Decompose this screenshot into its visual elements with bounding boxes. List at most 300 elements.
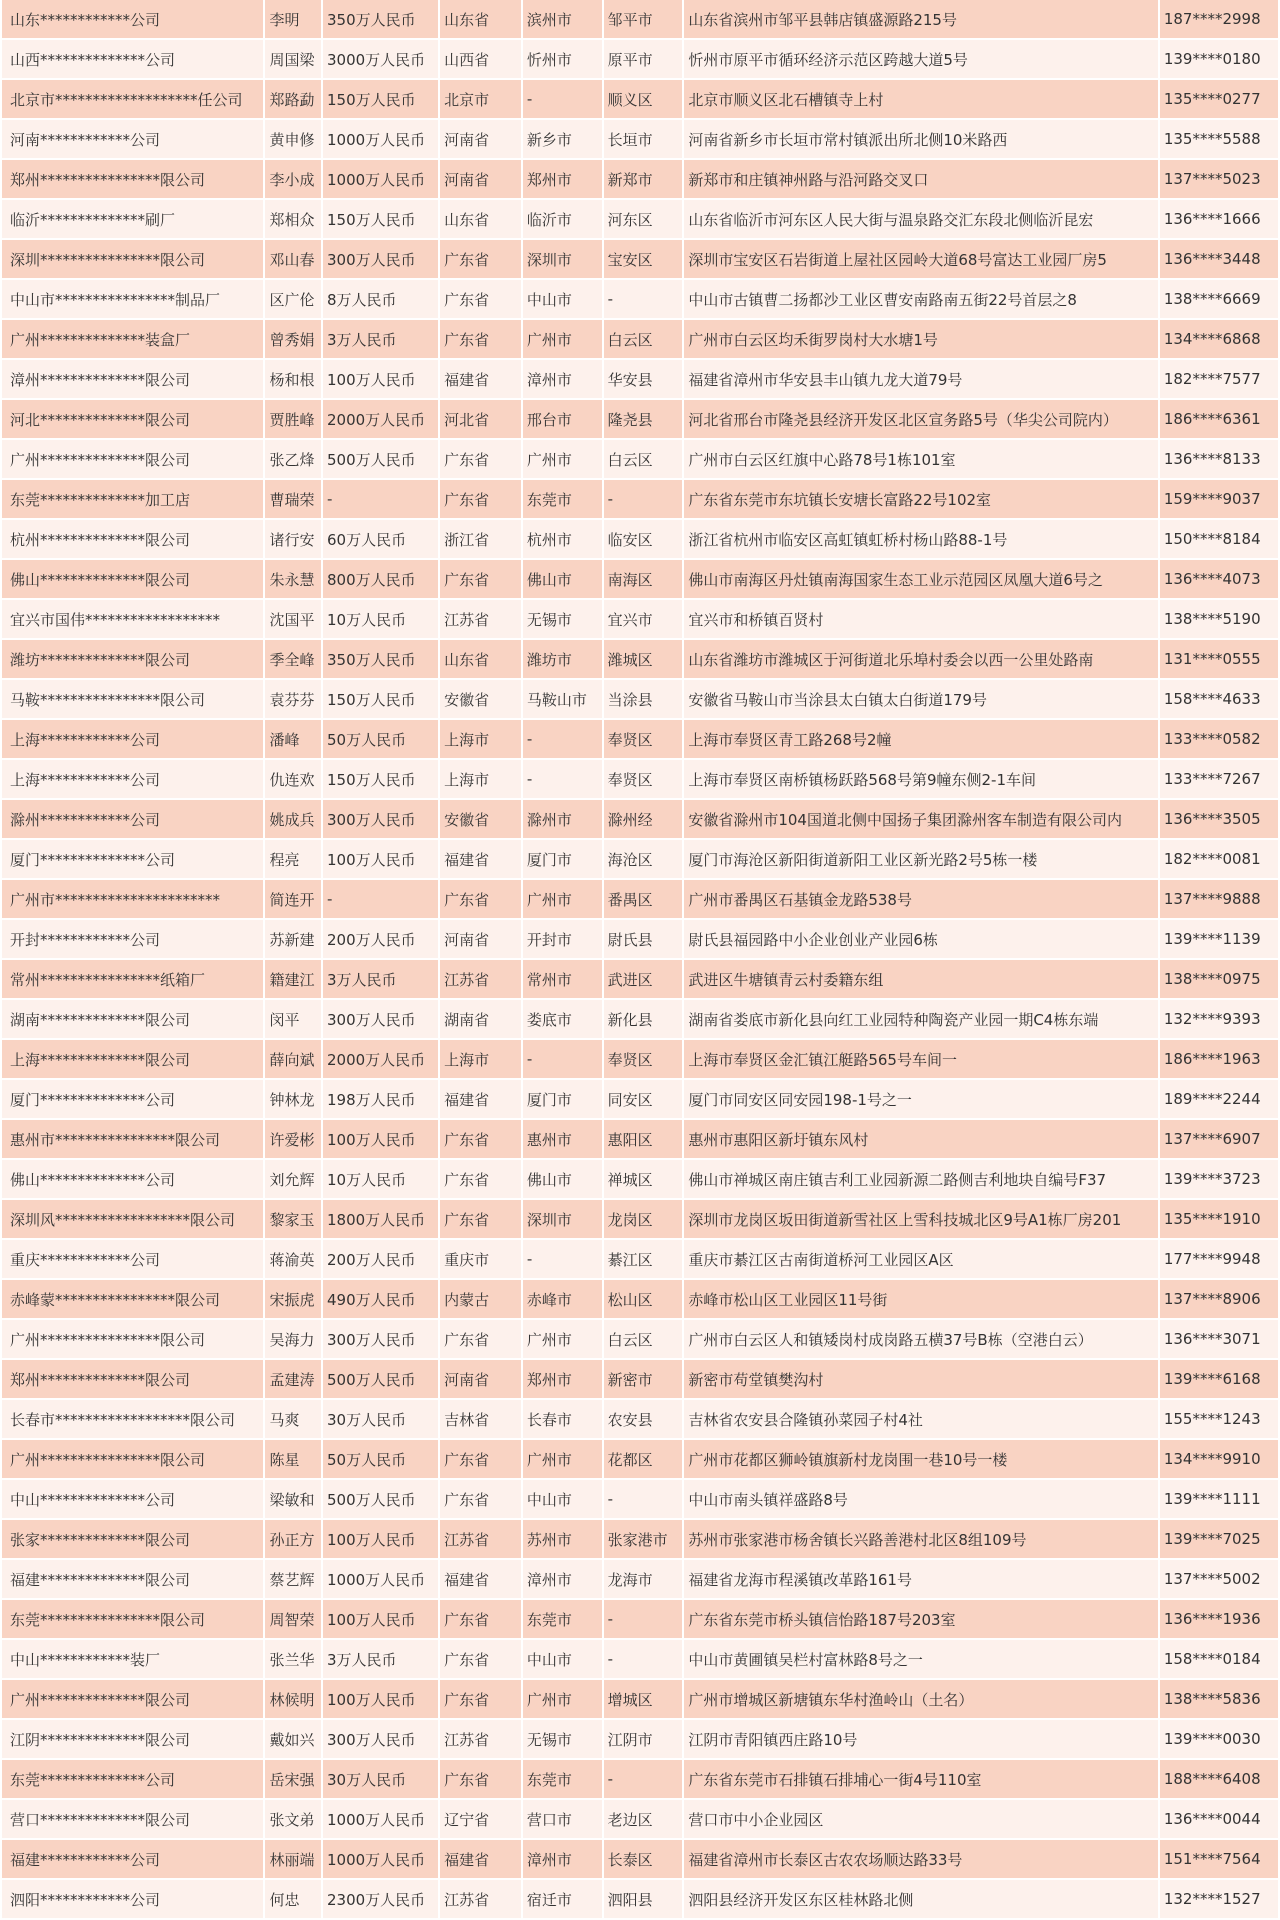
city-cell: 深圳市: [523, 240, 602, 280]
contact-cell: 贾胜峰: [265, 400, 321, 440]
province-cell: 广东省: [440, 1200, 521, 1240]
table-row: [2, 1840, 1278, 1880]
table-row: [2, 1240, 1278, 1280]
company-cell: 广州****************限公司: [2, 1320, 263, 1360]
district-cell: 老边区: [604, 1800, 683, 1840]
contact-cell: 李明: [265, 0, 321, 40]
table-row: [2, 1360, 1278, 1400]
city-cell: 无锡市: [523, 1720, 602, 1760]
province-cell: 吉林省: [440, 1400, 521, 1440]
province-cell: 山西省: [440, 40, 521, 80]
district-cell: 花都区: [604, 1440, 683, 1480]
district-cell: 顺义区: [604, 80, 683, 120]
capital-cell: 1000万人民币: [323, 1840, 438, 1880]
contact-cell: 程亮: [265, 840, 321, 880]
contact-cell: 黄申修: [265, 120, 321, 160]
province-cell: 湖南省: [440, 1000, 521, 1040]
capital-cell: 3万人民币: [323, 1640, 438, 1680]
address-cell: 广州市白云区均禾街罗岗村大水塘1号: [684, 320, 1158, 360]
contact-cell: 许爱彬: [265, 1120, 321, 1160]
phone-cell: 139****1139: [1160, 920, 1278, 960]
city-cell: 漳州市: [523, 1560, 602, 1600]
city-cell: -: [523, 1040, 602, 1080]
phone-cell: 137****8906: [1160, 1280, 1278, 1320]
table-row: [2, 240, 1278, 280]
address-cell: 福建省龙海市程溪镇改革路161号: [684, 1560, 1158, 1600]
table-row: [2, 200, 1278, 240]
province-cell: 广东省: [440, 1160, 521, 1200]
table-row: [2, 680, 1278, 720]
address-cell: 深圳市宝安区石岩街道上屋社区园岭大道68号富达工业园厂房5: [684, 240, 1158, 280]
phone-cell: 139****0180: [1160, 40, 1278, 80]
table-row: [2, 1120, 1278, 1160]
address-cell: 重庆市綦江区古南街道桥河工业园区A区: [684, 1240, 1158, 1280]
province-cell: 安徽省: [440, 680, 521, 720]
company-cell: 广州**************装盒厂: [2, 320, 263, 360]
phone-cell: 135****1910: [1160, 1200, 1278, 1240]
company-cell: 厦门**************公司: [2, 840, 263, 880]
phone-cell: 132****9393: [1160, 1000, 1278, 1040]
table-row: [2, 1560, 1278, 1600]
city-cell: 佛山市: [523, 1160, 602, 1200]
contact-cell: 戴如兴: [265, 1720, 321, 1760]
city-cell: 广州市: [523, 1440, 602, 1480]
phone-cell: 188****6408: [1160, 1760, 1278, 1800]
address-cell: 新郑市和庄镇神州路与沿河路交叉口: [684, 160, 1158, 200]
contact-cell: 诸行安: [265, 520, 321, 560]
address-cell: 上海市奉贤区南桥镇杨跃路568号第9幢东侧2-1车间: [684, 760, 1158, 800]
address-cell: 江阴市青阳镇西庄路10号: [684, 1720, 1158, 1760]
capital-cell: 60万人民币: [323, 520, 438, 560]
address-cell: 广州市增城区新塘镇东华村渔岭山（土名）: [684, 1680, 1158, 1720]
province-cell: 辽宁省: [440, 1800, 521, 1840]
table-row: [2, 1640, 1278, 1680]
address-cell: 新密市苟堂镇樊沟村: [684, 1360, 1158, 1400]
table-row: [2, 1760, 1278, 1800]
contact-cell: 籍建江: [265, 960, 321, 1000]
district-cell: 张家港市: [604, 1520, 683, 1560]
province-cell: 广东省: [440, 1480, 521, 1520]
address-cell: 中山市古镇曹二扬都沙工业区曹安南路南五街22号首层之8: [684, 280, 1158, 320]
province-cell: 福建省: [440, 1560, 521, 1600]
city-cell: 常州市: [523, 960, 602, 1000]
phone-cell: 139****6168: [1160, 1360, 1278, 1400]
phone-cell: 137****9888: [1160, 880, 1278, 920]
table-row: [2, 400, 1278, 440]
capital-cell: 800万人民币: [323, 560, 438, 600]
company-cell: 广州**************限公司: [2, 440, 263, 480]
capital-cell: 500万人民币: [323, 1360, 438, 1400]
province-cell: 广东省: [440, 1680, 521, 1720]
province-cell: 广东省: [440, 1760, 521, 1800]
table-row: [2, 840, 1278, 880]
province-cell: 上海市: [440, 720, 521, 760]
contact-cell: 杨和根: [265, 360, 321, 400]
company-cell: 宜兴市国伟******************: [2, 600, 263, 640]
address-cell: 福建省漳州市长泰区古农农场顺达路33号: [684, 1840, 1158, 1880]
province-cell: 广东省: [440, 1320, 521, 1360]
district-cell: 禅城区: [604, 1160, 683, 1200]
table-body: [2, 0, 1278, 1920]
address-cell: 山东省临沂市河东区人民大街与温泉路交汇东段北侧临沂昆宏: [684, 200, 1158, 240]
contact-cell: 宋振虎: [265, 1280, 321, 1320]
capital-cell: 100万人民币: [323, 360, 438, 400]
address-cell: 广东省东莞市桥头镇信怡路187号203室: [684, 1600, 1158, 1640]
contact-cell: 沈国平: [265, 600, 321, 640]
phone-cell: 134****6868: [1160, 320, 1278, 360]
company-cell: 临沂**************刷厂: [2, 200, 263, 240]
phone-cell: 132****1527: [1160, 1880, 1278, 1920]
district-cell: 河东区: [604, 200, 683, 240]
capital-cell: 200万人民币: [323, 1240, 438, 1280]
table-row: [2, 320, 1278, 360]
district-cell: 龙岗区: [604, 1200, 683, 1240]
province-cell: 广东省: [440, 1640, 521, 1680]
capital-cell: 100万人民币: [323, 1680, 438, 1720]
province-cell: 福建省: [440, 840, 521, 880]
province-cell: 广东省: [440, 280, 521, 320]
address-cell: 北京市顺义区北石槽镇寺上村: [684, 80, 1158, 120]
district-cell: 松山区: [604, 1280, 683, 1320]
capital-cell: 1000万人民币: [323, 120, 438, 160]
city-cell: 苏州市: [523, 1520, 602, 1560]
district-cell: -: [604, 1600, 683, 1640]
address-cell: 武进区牛塘镇青云村委籍东组: [684, 960, 1158, 1000]
contact-cell: 朱永慧: [265, 560, 321, 600]
phone-cell: 136****3505: [1160, 800, 1278, 840]
table-row: [2, 560, 1278, 600]
capital-cell: 2300万人民币: [323, 1880, 438, 1920]
address-cell: 安徽省滁州市104国道北侧中国扬子集团滁州客车制造有限公司内: [684, 800, 1158, 840]
company-cell: 杭州**************限公司: [2, 520, 263, 560]
district-cell: 同安区: [604, 1080, 683, 1120]
company-cell: 东莞**************公司: [2, 1760, 263, 1800]
contact-cell: 苏新建: [265, 920, 321, 960]
company-cell: 深圳风******************限公司: [2, 1200, 263, 1240]
district-cell: 隆尧县: [604, 400, 683, 440]
province-cell: 广东省: [440, 560, 521, 600]
district-cell: 奉贤区: [604, 720, 683, 760]
province-cell: 河北省: [440, 400, 521, 440]
company-cell: 东莞****************限公司: [2, 1600, 263, 1640]
address-cell: 厦门市同安区同安园198-1号之一: [684, 1080, 1158, 1120]
address-cell: 广东省东莞市石排镇石排埔心一街4号110室: [684, 1760, 1158, 1800]
capital-cell: 300万人民币: [323, 1720, 438, 1760]
capital-cell: 30万人民币: [323, 1400, 438, 1440]
capital-cell: 150万人民币: [323, 80, 438, 120]
province-cell: 广东省: [440, 1440, 521, 1480]
city-cell: 娄底市: [523, 1000, 602, 1040]
capital-cell: -: [323, 880, 438, 920]
city-cell: 营口市: [523, 1800, 602, 1840]
contact-cell: 潘峰: [265, 720, 321, 760]
table-row: [2, 1480, 1278, 1520]
contact-cell: 区广伦: [265, 280, 321, 320]
phone-cell: 137****5023: [1160, 160, 1278, 200]
address-cell: 山东省潍坊市潍城区于河街道北乐埠村委会以西一公里处路南: [684, 640, 1158, 680]
capital-cell: 100万人民币: [323, 1600, 438, 1640]
city-cell: 宿迁市: [523, 1880, 602, 1920]
phone-cell: 155****1243: [1160, 1400, 1278, 1440]
address-cell: 湖南省娄底市新化县向红工业园特种陶瓷产业园一期C4栋东端: [684, 1000, 1158, 1040]
address-cell: 宜兴市和桥镇百贤村: [684, 600, 1158, 640]
province-cell: 内蒙古: [440, 1280, 521, 1320]
province-cell: 重庆市: [440, 1240, 521, 1280]
table-row: [2, 600, 1278, 640]
company-cell: 上海**************限公司: [2, 1040, 263, 1080]
capital-cell: 500万人民币: [323, 440, 438, 480]
company-cell: 佛山**************限公司: [2, 560, 263, 600]
district-cell: 綦江区: [604, 1240, 683, 1280]
district-cell: 武进区: [604, 960, 683, 1000]
capital-cell: 100万人民币: [323, 1520, 438, 1560]
province-cell: 广东省: [440, 320, 521, 360]
province-cell: 江苏省: [440, 600, 521, 640]
district-cell: 新化县: [604, 1000, 683, 1040]
contact-cell: 林丽端: [265, 1840, 321, 1880]
phone-cell: 139****0030: [1160, 1720, 1278, 1760]
capital-cell: 150万人民币: [323, 760, 438, 800]
city-cell: 东莞市: [523, 480, 602, 520]
district-cell: 当涂县: [604, 680, 683, 720]
table-row: [2, 1600, 1278, 1640]
capital-cell: 150万人民币: [323, 680, 438, 720]
phone-cell: 186****6361: [1160, 400, 1278, 440]
capital-cell: 10万人民币: [323, 1160, 438, 1200]
province-cell: 广东省: [440, 480, 521, 520]
company-cell: 广州**************限公司: [2, 1680, 263, 1720]
table-row: [2, 1200, 1278, 1240]
city-cell: 长春市: [523, 1400, 602, 1440]
city-cell: -: [523, 80, 602, 120]
table-row: [2, 1720, 1278, 1760]
city-cell: 滁州市: [523, 800, 602, 840]
company-cell: 广州****************限公司: [2, 1440, 263, 1480]
city-cell: 广州市: [523, 880, 602, 920]
company-cell: 张家**************限公司: [2, 1520, 263, 1560]
phone-cell: 133****7267: [1160, 760, 1278, 800]
contact-cell: 周智荣: [265, 1600, 321, 1640]
phone-cell: 136****1936: [1160, 1600, 1278, 1640]
city-cell: 东莞市: [523, 1600, 602, 1640]
district-cell: -: [604, 280, 683, 320]
phone-cell: 136****1666: [1160, 200, 1278, 240]
province-cell: 江苏省: [440, 1720, 521, 1760]
company-cell: 中山************装厂: [2, 1640, 263, 1680]
table-row: [2, 1160, 1278, 1200]
company-cell: 长春市******************限公司: [2, 1400, 263, 1440]
province-cell: 福建省: [440, 1080, 521, 1120]
table-row: [2, 120, 1278, 160]
city-cell: 郑州市: [523, 160, 602, 200]
table-row: [2, 1800, 1278, 1840]
district-cell: -: [604, 1760, 683, 1800]
contact-cell: 吴海力: [265, 1320, 321, 1360]
company-cell: 东莞**************加工店: [2, 480, 263, 520]
table-row: [2, 1040, 1278, 1080]
district-cell: 潍城区: [604, 640, 683, 680]
address-cell: 河南省新乡市长垣市常村镇派出所北侧10米路西: [684, 120, 1158, 160]
company-cell: 重庆************公司: [2, 1240, 263, 1280]
city-cell: 赤峰市: [523, 1280, 602, 1320]
contact-cell: 薛向斌: [265, 1040, 321, 1080]
province-cell: 广东省: [440, 1120, 521, 1160]
capital-cell: 150万人民币: [323, 200, 438, 240]
phone-cell: 139****1111: [1160, 1480, 1278, 1520]
district-cell: 滁州经: [604, 800, 683, 840]
table-row: [2, 1400, 1278, 1440]
district-cell: 尉氏县: [604, 920, 683, 960]
table-row: [2, 1680, 1278, 1720]
province-cell: 广东省: [440, 880, 521, 920]
address-cell: 佛山市南海区丹灶镇南海国家生态工业示范园区凤凰大道6号之: [684, 560, 1158, 600]
phone-cell: 131****0555: [1160, 640, 1278, 680]
company-cell: 赤峰蒙****************限公司: [2, 1280, 263, 1320]
city-cell: 广州市: [523, 320, 602, 360]
address-cell: 赤峰市松山区工业园区11号街: [684, 1280, 1158, 1320]
company-cell: 北京市*******************任公司: [2, 80, 263, 120]
phone-cell: 134****9910: [1160, 1440, 1278, 1480]
address-cell: 惠州市惠阳区新圩镇东风村: [684, 1120, 1158, 1160]
company-cell: 潍坊**************限公司: [2, 640, 263, 680]
city-cell: 滨州市: [523, 0, 602, 40]
city-cell: -: [523, 760, 602, 800]
district-cell: 邹平市: [604, 0, 683, 40]
phone-cell: 133****0582: [1160, 720, 1278, 760]
city-cell: 东莞市: [523, 1760, 602, 1800]
table-row: [2, 160, 1278, 200]
phone-cell: 138****5836: [1160, 1680, 1278, 1720]
city-cell: 中山市: [523, 1640, 602, 1680]
capital-cell: 300万人民币: [323, 800, 438, 840]
address-cell: 吉林省农安县合隆镇孙菜园子村4社: [684, 1400, 1158, 1440]
province-cell: 广东省: [440, 1600, 521, 1640]
contact-cell: 何忠: [265, 1880, 321, 1920]
phone-cell: 189****2244: [1160, 1080, 1278, 1120]
phone-cell: 182****7577: [1160, 360, 1278, 400]
table-row: [2, 440, 1278, 480]
district-cell: 海沧区: [604, 840, 683, 880]
address-cell: 忻州市原平市循环经济示范区跨越大道5号: [684, 40, 1158, 80]
phone-cell: 158****0184: [1160, 1640, 1278, 1680]
city-cell: 深圳市: [523, 1200, 602, 1240]
province-cell: 山东省: [440, 0, 521, 40]
city-cell: -: [523, 1240, 602, 1280]
province-cell: 广东省: [440, 240, 521, 280]
table-row: [2, 720, 1278, 760]
table-row: [2, 800, 1278, 840]
table-row: [2, 640, 1278, 680]
city-cell: 厦门市: [523, 840, 602, 880]
company-cell: 湖南**************限公司: [2, 1000, 263, 1040]
province-cell: 江苏省: [440, 960, 521, 1000]
company-cell: 福建************公司: [2, 1840, 263, 1880]
address-cell: 厦门市海沧区新阳街道新阳工业区新光路2号5栋一楼: [684, 840, 1158, 880]
contact-cell: 陈星: [265, 1440, 321, 1480]
district-cell: 白云区: [604, 1320, 683, 1360]
district-cell: 增城区: [604, 1680, 683, 1720]
phone-cell: 138****0975: [1160, 960, 1278, 1000]
phone-cell: 177****9948: [1160, 1240, 1278, 1280]
contact-cell: 简连开: [265, 880, 321, 920]
contact-cell: 林候明: [265, 1680, 321, 1720]
district-cell: 长泰区: [604, 1840, 683, 1880]
company-cell: 漳州**************限公司: [2, 360, 263, 400]
district-cell: 白云区: [604, 320, 683, 360]
capital-cell: 8万人民币: [323, 280, 438, 320]
city-cell: 郑州市: [523, 1360, 602, 1400]
company-cell: 中山市****************制品厂: [2, 280, 263, 320]
address-cell: 广州市白云区红旗中心路78号1栋101室: [684, 440, 1158, 480]
company-cell: 常州****************纸箱厂: [2, 960, 263, 1000]
table-row: [2, 360, 1278, 400]
contact-cell: 张兰华: [265, 1640, 321, 1680]
city-cell: 忻州市: [523, 40, 602, 80]
table-row: [2, 520, 1278, 560]
district-cell: 宝安区: [604, 240, 683, 280]
city-cell: 邢台市: [523, 400, 602, 440]
city-cell: 杭州市: [523, 520, 602, 560]
table-row: [2, 920, 1278, 960]
city-cell: 广州市: [523, 1680, 602, 1720]
contact-cell: 闵平: [265, 1000, 321, 1040]
phone-cell: 150****8184: [1160, 520, 1278, 560]
capital-cell: 1000万人民币: [323, 160, 438, 200]
capital-cell: 350万人民币: [323, 640, 438, 680]
province-cell: 河南省: [440, 1360, 521, 1400]
province-cell: 山东省: [440, 200, 521, 240]
capital-cell: 10万人民币: [323, 600, 438, 640]
contact-cell: 孟建涛: [265, 1360, 321, 1400]
company-cell: 厦门**************公司: [2, 1080, 263, 1120]
capital-cell: 2000万人民币: [323, 1040, 438, 1080]
district-cell: -: [604, 480, 683, 520]
address-cell: 营口市中小企业园区: [684, 1800, 1158, 1840]
contact-cell: 马爽: [265, 1400, 321, 1440]
district-cell: 白云区: [604, 440, 683, 480]
contact-cell: 郑相众: [265, 200, 321, 240]
table-row: [2, 1320, 1278, 1360]
address-cell: 上海市奉贤区金汇镇江艇路565号车间一: [684, 1040, 1158, 1080]
company-cell: 河北**************限公司: [2, 400, 263, 440]
city-cell: 马鞍山市: [523, 680, 602, 720]
company-cell: 营口**************限公司: [2, 1800, 263, 1840]
contact-cell: 季全峰: [265, 640, 321, 680]
contact-cell: 曾秀娟: [265, 320, 321, 360]
capital-cell: 1800万人民币: [323, 1200, 438, 1240]
phone-cell: 159****9037: [1160, 480, 1278, 520]
phone-cell: 135****0277: [1160, 80, 1278, 120]
address-cell: 广州市花都区狮岭镇旗新村龙岗围一巷10号一楼: [684, 1440, 1158, 1480]
phone-cell: 137****6907: [1160, 1120, 1278, 1160]
district-cell: 奉贤区: [604, 1040, 683, 1080]
capital-cell: 490万人民币: [323, 1280, 438, 1320]
contact-cell: 仇连欢: [265, 760, 321, 800]
table-row: [2, 1280, 1278, 1320]
capital-cell: 350万人民币: [323, 0, 438, 40]
company-cell: 山西**************公司: [2, 40, 263, 80]
city-cell: 漳州市: [523, 1840, 602, 1880]
province-cell: 江苏省: [440, 1880, 521, 1920]
company-cell: 深圳****************限公司: [2, 240, 263, 280]
province-cell: 河南省: [440, 120, 521, 160]
district-cell: 南海区: [604, 560, 683, 600]
company-cell: 山东************公司: [2, 0, 263, 40]
city-cell: 中山市: [523, 1480, 602, 1520]
address-cell: 山东省滨州市邹平县韩店镇盛源路215号: [684, 0, 1158, 40]
table-row: [2, 40, 1278, 80]
company-cell: 滁州************公司: [2, 800, 263, 840]
